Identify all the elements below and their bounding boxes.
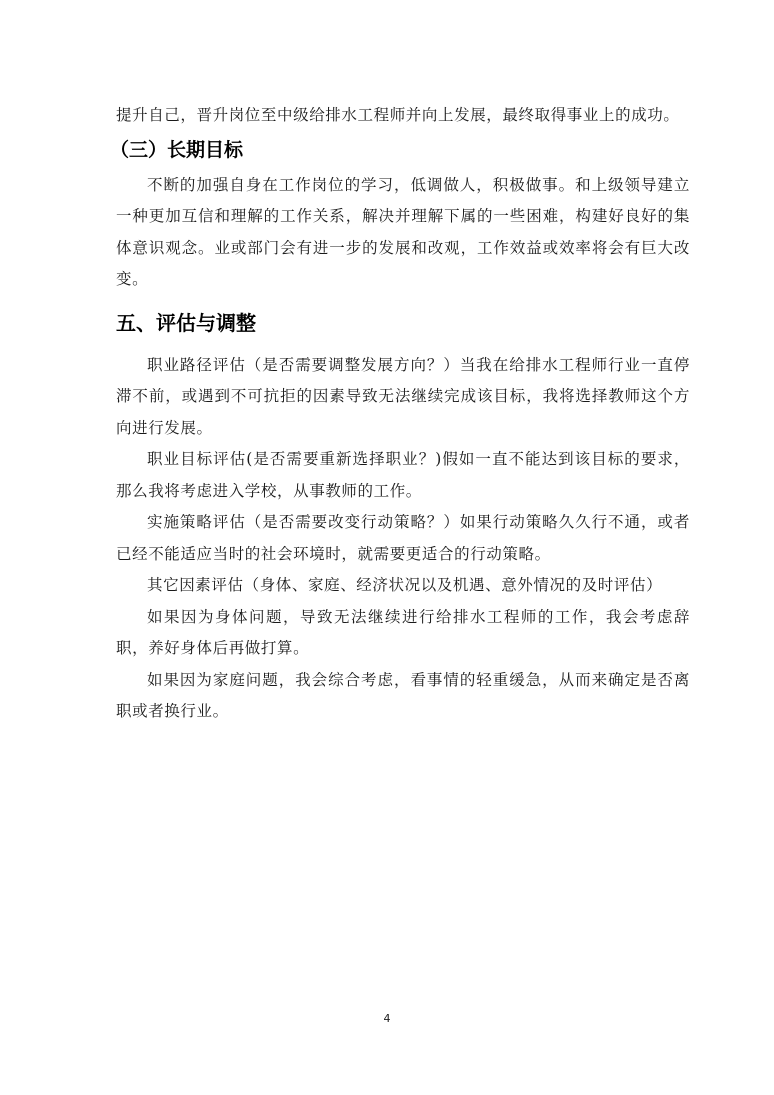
career-path-evaluation-paragraph: 职业路径评估（是否需要调整发展方向？）当我在给排水工程师行业一直停滞不前，或遇到不可抗拒的因素导致无法继续完成该目标，我将选择教师这个方向进行发展。 bbox=[116, 355, 690, 437]
page-content bbox=[110, 100, 690, 728]
other-factors-evaluation-paragraph: 其它因素评估（身体、家庭、经济状况以及机遇、意外情况的及时评估） bbox=[147, 576, 663, 594]
strategy-evaluation-paragraph: 实施策略评估（是否需要改变行动策略？）如果行动策略久久行不通，或者已经不能适应当时的社会环境时，就需要更适合的行动策略。 bbox=[116, 513, 690, 563]
long-term-goals-paragraph: 不断的加强自身在工作岗位的学习，低调做人，积极做事。和上级领导建立一种更加互信和理解的工作关系，解决并理解下属的一些困难，构建好良好的集体意识观念。业或部门会有进一步的发展和改观，工作效益或效率将会有巨大改变。 bbox=[116, 175, 690, 288]
career-goal-evaluation-paragraph: 职业目标评估(是否需要重新选择职业？)假如一直不能达到该目标的要求，那么我将考虑进入学校，从事教师的工作。 bbox=[116, 450, 690, 500]
section-heading-evaluation: 五、评估与调整 bbox=[116, 310, 256, 335]
subsection-heading-long-term-goals: （三）长期目标 bbox=[110, 138, 244, 161]
family-issue-paragraph: 如果因为家庭问题，我会综合考虑，看事情的轻重缓急，从而来确定是否离职或者换行业。 bbox=[116, 670, 690, 720]
health-issue-paragraph: 如果因为身体问题，导致无法继续进行给排水工程师的工作，我会考虑辞职，养好身体后再做打算。 bbox=[116, 607, 690, 657]
continuation-paragraph: 提升自己，晋升岗位至中级给排水工程师并向上发展，最终取得事业上的成功。 bbox=[116, 106, 680, 124]
page-number: 4 bbox=[383, 1012, 391, 1025]
